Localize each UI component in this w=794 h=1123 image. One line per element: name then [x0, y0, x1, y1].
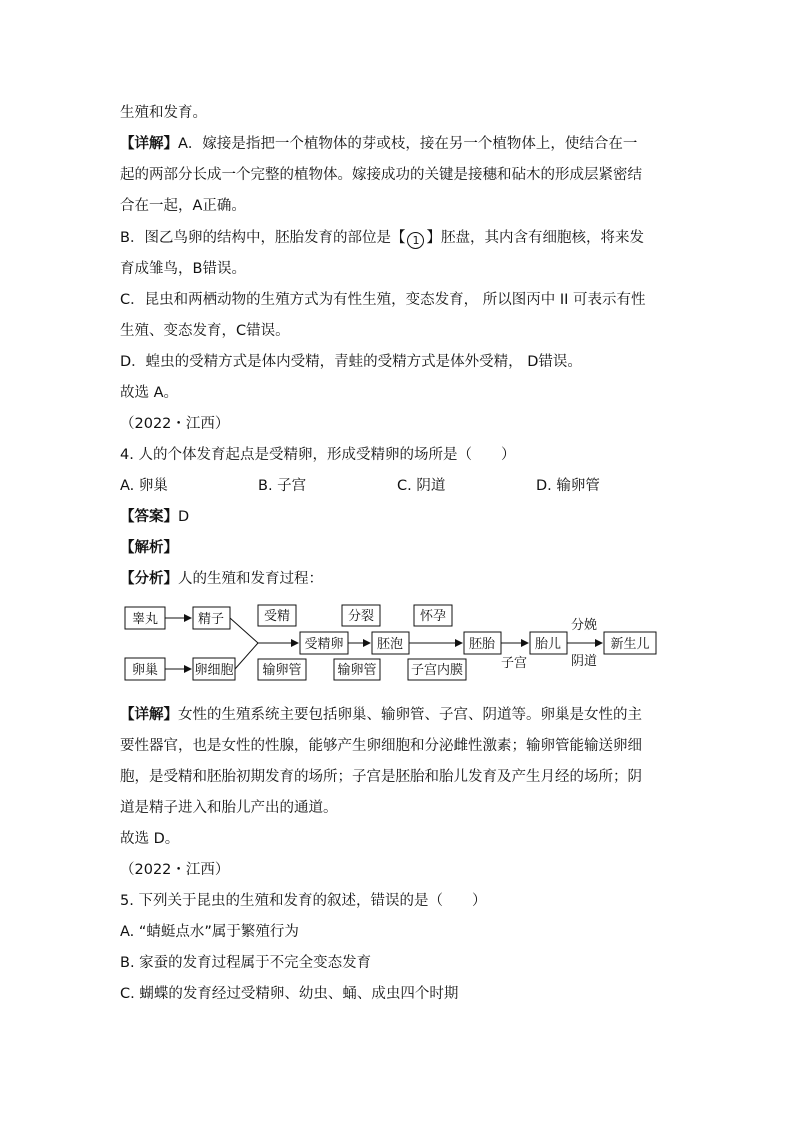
option-c: C. 蝴蝶的发育经过受精卵、幼虫、蛹、成虫四个时期 [120, 986, 459, 1002]
option-d: D. 输卵管 [536, 478, 600, 494]
text-line: 要性器官，也是女性的性腺，能够产生卵细胞和分泌雌性激素；输卵管能输送卵细 [120, 738, 642, 754]
text-span: B．图乙鸟卵的结构中，胚胎发育的部位是【 [120, 230, 406, 246]
option-c: C. 阴道 [397, 478, 446, 494]
text-span: A．嫁接是指把一个植物体的芽或枝，接在另一个植物体上，使结合在一 [178, 136, 638, 152]
text-span: 人的生殖和发育过程： [178, 571, 323, 587]
option-a: A. “蜻蜓点水”属于繁殖行为 [120, 924, 299, 940]
node-egg: 卵细胞 [194, 663, 234, 678]
text-line: 生殖和发育。 [120, 105, 207, 121]
label-childbirth: 分娩 [570, 618, 598, 633]
option-a: A. 卵巢 [120, 478, 168, 494]
text-span: 】胚盘，其内含有细胞核，将来发 [426, 230, 644, 246]
label-oviduct-2: 输卵管 [337, 663, 377, 678]
label-uterus: 子宫 [500, 656, 528, 671]
section-tag: 【分析】 [120, 571, 178, 587]
text-line: 育成雏鸟，B错误。 [120, 261, 246, 277]
source-tag: （2022・江西） [120, 862, 230, 878]
node-ovary: 卵巢 [131, 663, 159, 678]
label-pregnancy: 怀孕 [419, 609, 447, 624]
node-newborn: 新生儿 [610, 637, 650, 652]
reproduction-diagram [118, 600, 668, 690]
text-line: 起的两部分长成一个完整的植物体。嫁接成功的关键是接穗和砧木的形成层紧密结 [120, 167, 642, 183]
node-testis: 睾丸 [131, 612, 159, 627]
text-line [120, 134, 680, 154]
source-tag: （2022・江西） [120, 416, 230, 432]
label-vagina: 阴道 [570, 654, 598, 669]
text-line [120, 569, 323, 589]
label-fertilization: 受精 [263, 609, 291, 624]
node-embryo: 胚胎 [468, 637, 496, 652]
label-oviduct: 输卵管 [262, 663, 302, 678]
text-line: 胞，是受精和胚胎初期发育的场所；子宫是胚胎和胎儿发育及产生月经的场所；阴 [120, 769, 642, 785]
answer-value: D [178, 509, 190, 525]
text-line: D．蝗虫的受精方式是体内受精，青蛙的受精方式是体外受精， D错误。 [120, 354, 582, 370]
node-blastocyst: 胚泡 [376, 637, 404, 652]
text-line [120, 228, 644, 249]
text-line: C．昆虫和两栖动物的生殖方式为有性生殖，变态发育， 所以图丙中 II 可表示有性 [120, 292, 646, 308]
text-line [120, 705, 680, 725]
analysis-tag: 【解析】 [120, 540, 178, 556]
answer-tag: 【答案】 [120, 509, 178, 525]
label-endometrium: 子宫内膜 [410, 663, 464, 678]
node-sperm: 精子 [197, 612, 225, 627]
node-fetus: 胎儿 [534, 637, 562, 652]
text-line: 合在一起，A正确。 [120, 198, 246, 214]
option-b: B. 家蚕的发育过程属于不完全变态发育 [120, 955, 372, 971]
text-line: 故选 D。 [120, 831, 180, 847]
text-line: 道是精子进入和胎儿产出的通道。 [120, 800, 338, 816]
answer-line [120, 507, 189, 527]
circled-number: 1 [407, 232, 424, 249]
text-span: 女性的生殖系统主要包括卵巢、输卵管、子宫、阴道等。卵巢是女性的主 [178, 707, 642, 723]
section-tag: 【详解】 [120, 136, 178, 152]
question-4: 4. 人的个体发育起点是受精卵，形成受精卵的场所是（ ） [120, 447, 516, 463]
option-b: B. 子宫 [258, 478, 307, 494]
section-tag: 【详解】 [120, 707, 178, 723]
question-5: 5. 下列关于昆虫的生殖和发育的叙述，错误的是（ ） [120, 893, 487, 909]
node-zygote: 受精卵 [304, 637, 344, 652]
text-line: 生殖、变态发育，C错误。 [120, 323, 290, 339]
text-line: 故选 A。 [120, 385, 179, 401]
label-division: 分裂 [347, 609, 375, 624]
